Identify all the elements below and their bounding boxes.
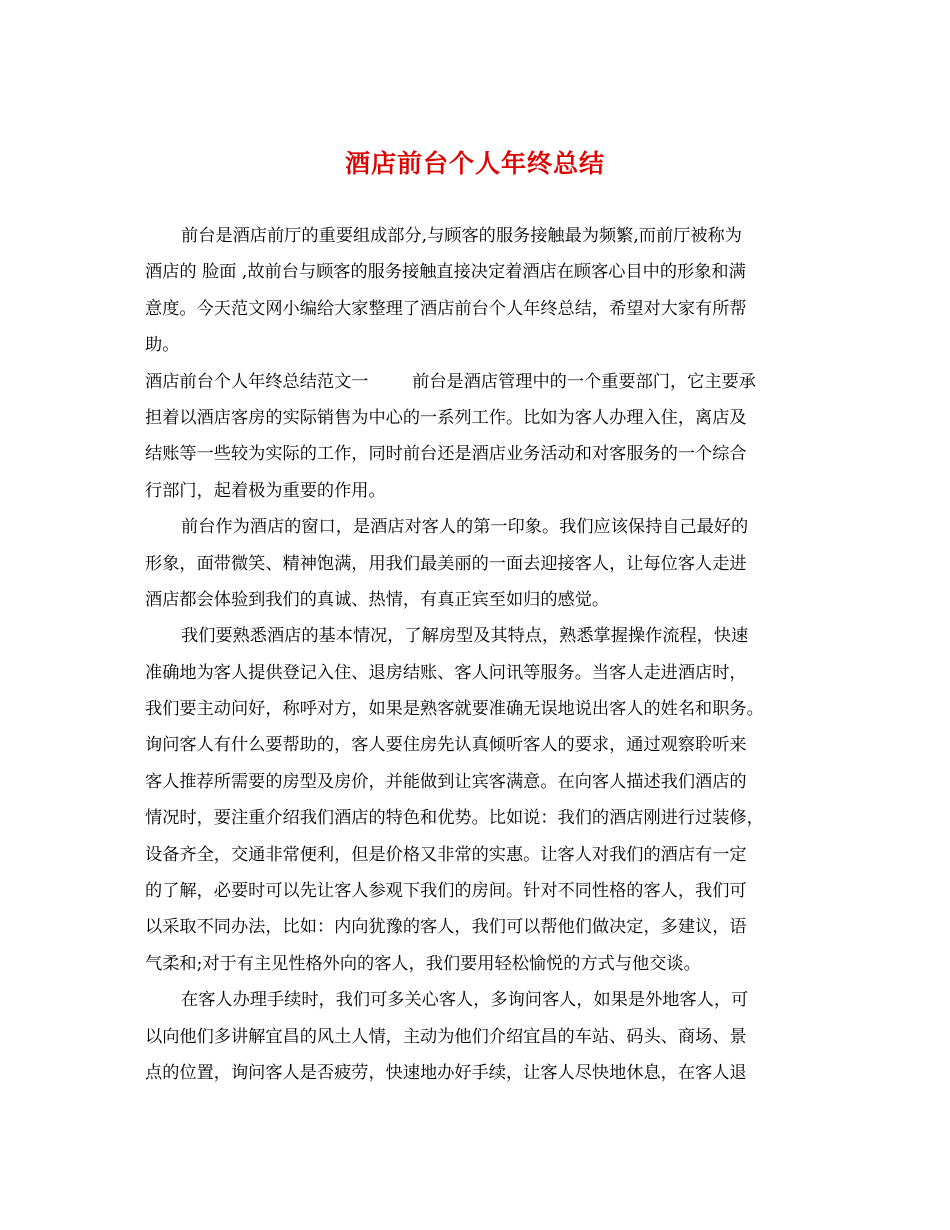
paragraph-line: 以向他们多讲解宜昌的风土人情，主动为他们介绍宜昌的车站、码头、商场、景 bbox=[145, 1026, 747, 1047]
paragraph-line: 点的位置，询问客人是否疲劳，快速地办好手续，让客人尽快地休息，在客人退 bbox=[145, 1062, 747, 1083]
section-heading-line: 酒店前台个人年终总结范文一 前台是酒店管理中的一个重要部门，它主要承 bbox=[145, 371, 756, 392]
paragraph-line: 结账等一些较为实际的工作，同时前台还是酒店业务活动和对客服务的一个综合 bbox=[145, 444, 747, 465]
paragraph-line: 准确地为客人提供登记入住、退房结账、客人问讯等服务。当客人走进酒店时， bbox=[145, 662, 747, 683]
document-title: 酒店前台个人年终总结 bbox=[344, 149, 605, 178]
paragraph-line: 我们要熟悉酒店的基本情况，了解房型及其特点，熟悉掌握操作流程，快速 bbox=[181, 626, 749, 647]
paragraph-line: 担着以酒店客房的实际销售为中心的一系列工作。比如为客人办理入住，离店及 bbox=[145, 407, 747, 428]
paragraph-line: 形象，面带微笑、精神饱满，用我们最美丽的一面去迎接客人，让每位客人走进 bbox=[145, 553, 747, 574]
paragraph-line: 助。 bbox=[145, 335, 180, 356]
paragraph-line: 设备齐全，交通非常便利，但是价格又非常的实惠。让客人对我们的酒店有一定 bbox=[145, 844, 747, 865]
paragraph-line: 的了解，必要时可以先让客人参观下我们的房间。针对不同性格的客人，我们可 bbox=[145, 881, 747, 902]
paragraph-line: 以采取不同办法，比如：内向犹豫的客人，我们可以帮他们做决定，多建议，语 bbox=[145, 917, 747, 938]
paragraph-line: 情况时，要注重介绍我们酒店的特色和优势。比如说：我们的酒店刚进行过装修， bbox=[145, 808, 764, 829]
paragraph-line: 前台作为酒店的窗口，是酒店对客人的第一印象。我们应该保持自己最好的 bbox=[181, 517, 749, 538]
paragraph-line: 客人推荐所需要的房型及房价，并能做到让宾客满意。在向客人描述我们酒店的 bbox=[145, 771, 747, 792]
paragraph-line: 前台是酒店前厅的重要组成部分,与顾客的服务接触最为频繁,而前厅被称为 bbox=[181, 226, 742, 246]
paragraph-line: 我们要主动问好，称呼对方，如果是熟客就要准确无误地说出客人的姓名和职务。 bbox=[145, 699, 764, 720]
paragraph-line: 酒店都会体验到我们的真诚、热情，有真正宾至如归的感觉。 bbox=[145, 589, 610, 610]
paragraph-line: 气柔和;对于有主见性格外向的客人，我们要用轻松愉悦的方式与他交谈。 bbox=[145, 953, 701, 974]
paragraph-line: 询问客人有什么要帮助的，客人要住房先认真倾听客人的要求，通过观察聆听来 bbox=[145, 735, 747, 756]
paragraph-line: 意度。今天范文网小编给大家整理了酒店前台个人年终总结，希望对大家有所帮 bbox=[145, 298, 747, 319]
paragraph-line: 在客人办理手续时，我们可多关心客人，多询问客人，如果是外地客人，可 bbox=[181, 990, 749, 1011]
paragraph-line: 行部门，起着极为重要的作用。 bbox=[145, 480, 386, 501]
document-body bbox=[145, 218, 807, 1091]
paragraph-line: 酒店的 脸面 ,故前台与顾客的服务接触直接决定着酒店在顾客心目中的形象和满 bbox=[145, 262, 746, 283]
